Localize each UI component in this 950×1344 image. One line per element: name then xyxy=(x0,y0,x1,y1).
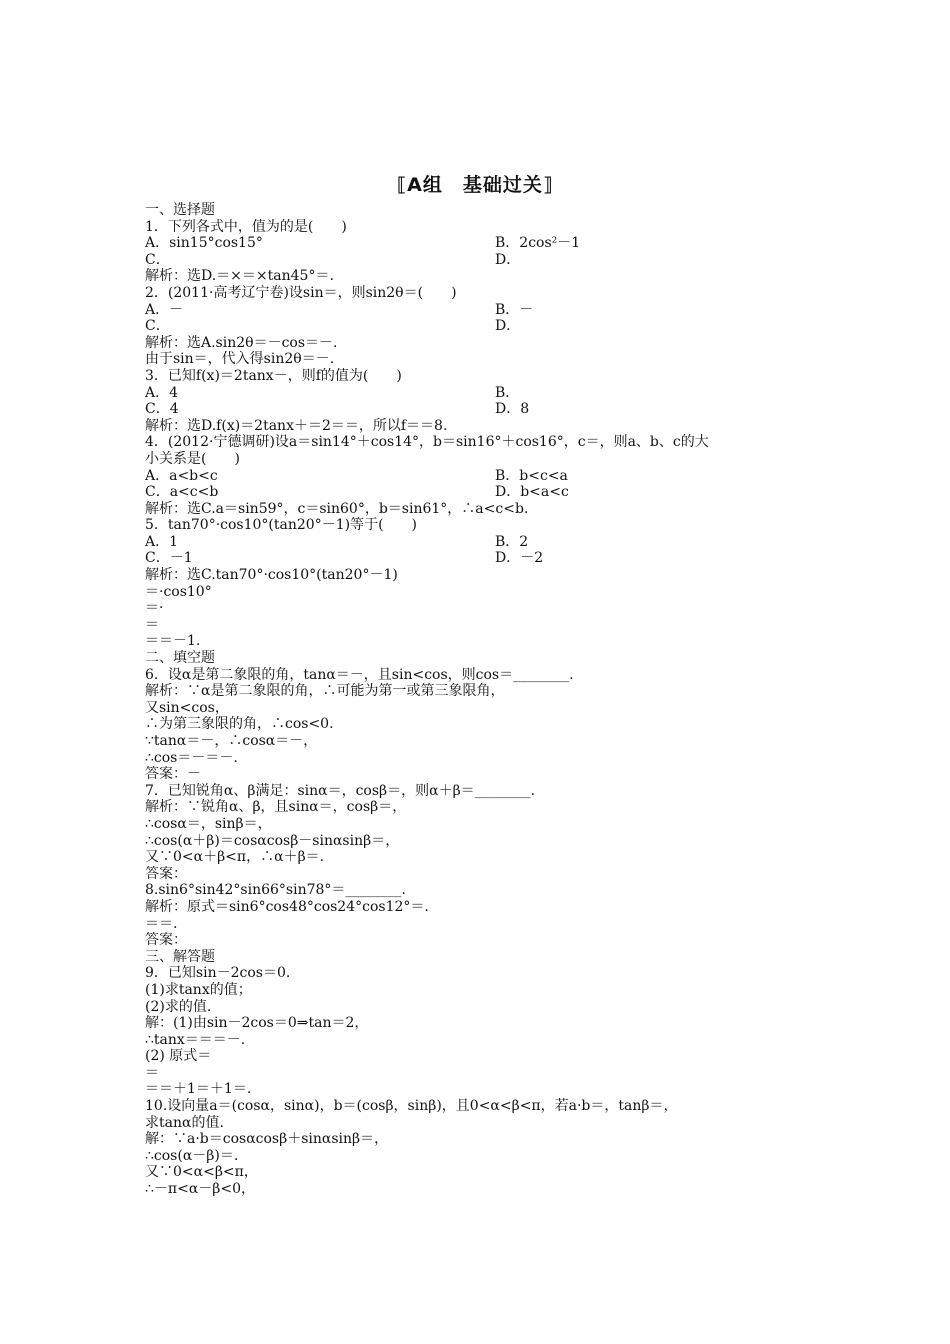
text-line xyxy=(145,750,835,767)
line-text: A．a<b<c xyxy=(145,467,218,484)
line-text: ∴－π<α－β<0， xyxy=(145,1181,256,1198)
text-line xyxy=(145,1115,835,1132)
line-text: ＝＝. xyxy=(145,915,178,932)
section-banner: ⟦A组 基础过关⟧ xyxy=(396,174,554,196)
text-line xyxy=(145,916,835,933)
text-line xyxy=(145,667,835,684)
text-line xyxy=(145,567,835,584)
text-line xyxy=(145,584,835,601)
line-text: 9．已知sin－2cos＝0. xyxy=(145,965,291,982)
text-line xyxy=(145,451,835,468)
option-right: D． xyxy=(495,251,521,268)
text-line xyxy=(145,368,835,385)
option-right: D．b<a<c xyxy=(495,484,569,501)
text-line xyxy=(145,351,835,368)
option-right: B．2cos²－1 xyxy=(495,235,581,252)
line-text: ＝＝＋1＝＋1＝. xyxy=(145,1081,252,1098)
text-line xyxy=(145,501,835,518)
text-line xyxy=(145,1032,835,1049)
option-right: B．b<c<a xyxy=(495,467,568,484)
text-line xyxy=(145,401,835,418)
option-right: B．－ xyxy=(495,301,534,318)
line-text: 5．tan70°·cos10°(tan20°－1)等于( ) xyxy=(145,517,417,534)
text-line xyxy=(145,1048,835,1065)
line-text: ＝· xyxy=(145,600,164,617)
line-text: 10.设向量a＝(cosα，sinα)，b＝(cosβ，sinβ)，且0<α<β<π，若a·b＝，tanβ＝， xyxy=(145,1098,678,1115)
line-text: 解析：选C.a＝sin59°，c＝sin60°，b＝sin61°，∴a<c<b. xyxy=(145,500,529,517)
line-text: 三、解答题 xyxy=(145,948,215,965)
text-line xyxy=(145,733,835,750)
text-line xyxy=(145,633,835,650)
line-text: ＝ xyxy=(145,1064,159,1081)
line-text: ∴tanx＝＝＝－. xyxy=(145,1031,246,1048)
text-line xyxy=(145,766,835,783)
line-text: 解：(1)由sin－2cos＝0⇒tan＝2， xyxy=(145,1015,369,1032)
line-text: ∴cos(α－β)＝. xyxy=(145,1147,239,1164)
text-line xyxy=(145,219,835,236)
line-text: (1)求tanx的值； xyxy=(145,981,252,998)
text-line xyxy=(145,1081,835,1098)
text-line xyxy=(145,1181,835,1198)
text-line xyxy=(145,982,835,999)
line-text: 小关系是( ) xyxy=(145,450,240,467)
text-line xyxy=(145,434,835,451)
text-line xyxy=(145,268,835,285)
option-right: D．－2 xyxy=(495,550,544,567)
text-line xyxy=(145,866,835,883)
text-line xyxy=(145,302,835,319)
text-line xyxy=(145,318,835,335)
text-line xyxy=(145,1148,835,1165)
line-text: 又sin<cos， xyxy=(145,699,229,716)
line-text: C．a<c<b xyxy=(145,484,219,501)
text-line xyxy=(145,335,835,352)
line-text: 解析：选C.tan70°·cos10°(tan20°－1) xyxy=(145,567,398,584)
text-line xyxy=(145,650,835,667)
line-text: 解析：∵锐角α、β，且sinα＝，cosβ＝， xyxy=(145,799,407,816)
line-text: 答案：－ xyxy=(145,766,201,783)
text-line xyxy=(145,1131,835,1148)
text-line xyxy=(145,833,835,850)
line-text: 答案： xyxy=(145,932,187,949)
text-line xyxy=(145,1098,835,1115)
line-text: 二、填空题 xyxy=(145,650,215,667)
text-line xyxy=(145,899,835,916)
text-line xyxy=(145,849,835,866)
line-text: ∵tanα＝－，∴cosα＝－， xyxy=(145,733,318,749)
text-line xyxy=(145,882,835,899)
text-line xyxy=(145,816,835,833)
text-line xyxy=(145,418,835,435)
text-line xyxy=(145,1164,835,1181)
line-text: (2)求的值. xyxy=(145,998,212,1015)
text-line xyxy=(145,202,835,219)
line-text: C． xyxy=(145,251,170,268)
text-line xyxy=(145,683,835,700)
option-right: D．8 xyxy=(495,401,530,418)
line-text: 由于sin＝，代入得sin2θ＝－. xyxy=(145,351,335,368)
text-line xyxy=(145,252,835,269)
line-text: C．－1 xyxy=(145,550,193,567)
text-line xyxy=(145,600,835,617)
line-text: ∴cos＝－＝－. xyxy=(145,749,238,766)
line-text: 一、选择题 xyxy=(145,202,215,218)
line-text: 7．已知锐角α、β满足：sinα＝，cosβ＝，则α＋β＝________. xyxy=(145,782,536,799)
line-text: (2) 原式＝ xyxy=(145,1048,212,1065)
text-line xyxy=(145,965,835,982)
text-line xyxy=(145,932,835,949)
line-text: ∴cosα＝，sinβ＝， xyxy=(145,815,272,832)
text-line xyxy=(145,550,835,567)
document-body xyxy=(145,202,835,1198)
text-line xyxy=(145,534,835,551)
option-right: B． xyxy=(495,384,520,401)
line-text: 又∵0<α＋β<π，∴α＋β＝. xyxy=(145,849,325,866)
text-line xyxy=(145,1065,835,1082)
text-line xyxy=(145,716,835,733)
line-text: ＝·cos10° xyxy=(145,583,212,600)
line-text: 3．已知f(x)＝2tanx－，则f的值为( ) xyxy=(145,367,402,384)
text-line xyxy=(145,385,835,402)
text-line xyxy=(145,999,835,1016)
text-line xyxy=(145,235,835,252)
line-text: 1．下列各式中，值为的是( ) xyxy=(145,218,347,235)
line-text: 解析：选A.sin2θ＝－cos＝－. xyxy=(145,334,338,351)
text-line xyxy=(145,285,835,302)
text-line xyxy=(145,468,835,485)
line-text: A．4 xyxy=(145,384,179,401)
line-text: 解析：选D.＝×＝×tan45°＝. xyxy=(145,268,334,285)
text-line xyxy=(145,799,835,816)
line-text: 又∵0<α<β<π， xyxy=(145,1164,258,1181)
line-text: 解析：∵α是第二象限的角，∴可能为第一或第三象限角， xyxy=(145,683,505,700)
line-text: 2．(2011·高考辽宁卷)设sin＝，则sin2θ＝( ) xyxy=(145,284,457,301)
line-text: 解：∵a·b＝cosαcosβ＋sinαsinβ＝， xyxy=(145,1131,389,1148)
line-text: C． xyxy=(145,318,170,335)
text-line xyxy=(145,484,835,501)
text-line xyxy=(145,1015,835,1032)
line-text: A．1 xyxy=(145,533,179,550)
line-text: A．－ xyxy=(145,301,184,318)
option-right: B．2 xyxy=(495,533,529,550)
line-text: 答案： xyxy=(145,865,187,882)
line-text: A．sin15°cos15° xyxy=(145,235,263,252)
line-text: 8.sin6°sin42°sin66°sin78°＝________. xyxy=(145,882,406,899)
text-line xyxy=(145,617,835,634)
line-text: ＝ xyxy=(145,616,159,633)
line-text: 解析：原式＝sin6°cos48°cos24°cos12°＝. xyxy=(145,898,429,915)
text-line xyxy=(145,949,835,966)
line-text: C．4 xyxy=(145,401,179,418)
line-text: ＝＝－1. xyxy=(145,633,201,650)
line-text: 4．(2012·宁德调研)设a＝sin14°＋cos14°，b＝sin16°＋cos16°，c＝，则a、b、c的大 xyxy=(145,434,709,451)
text-line xyxy=(145,517,835,534)
line-text: ∴为第三象限的角，∴cos<0. xyxy=(145,716,334,733)
line-text: 6．设α是第二象限的角，tanα＝－，且sin<cos，则cos＝________. xyxy=(145,666,574,683)
text-line xyxy=(145,783,835,800)
line-text: 求tanα的值. xyxy=(145,1114,224,1131)
line-text: 解析：选D.f(x)＝2tanx＋＝2＝＝，所以f＝＝8. xyxy=(145,417,448,434)
text-line xyxy=(145,700,835,717)
line-text: ∴cos(α＋β)＝cosαcosβ－sinαsinβ＝， xyxy=(145,832,400,849)
option-right: D． xyxy=(495,318,521,335)
